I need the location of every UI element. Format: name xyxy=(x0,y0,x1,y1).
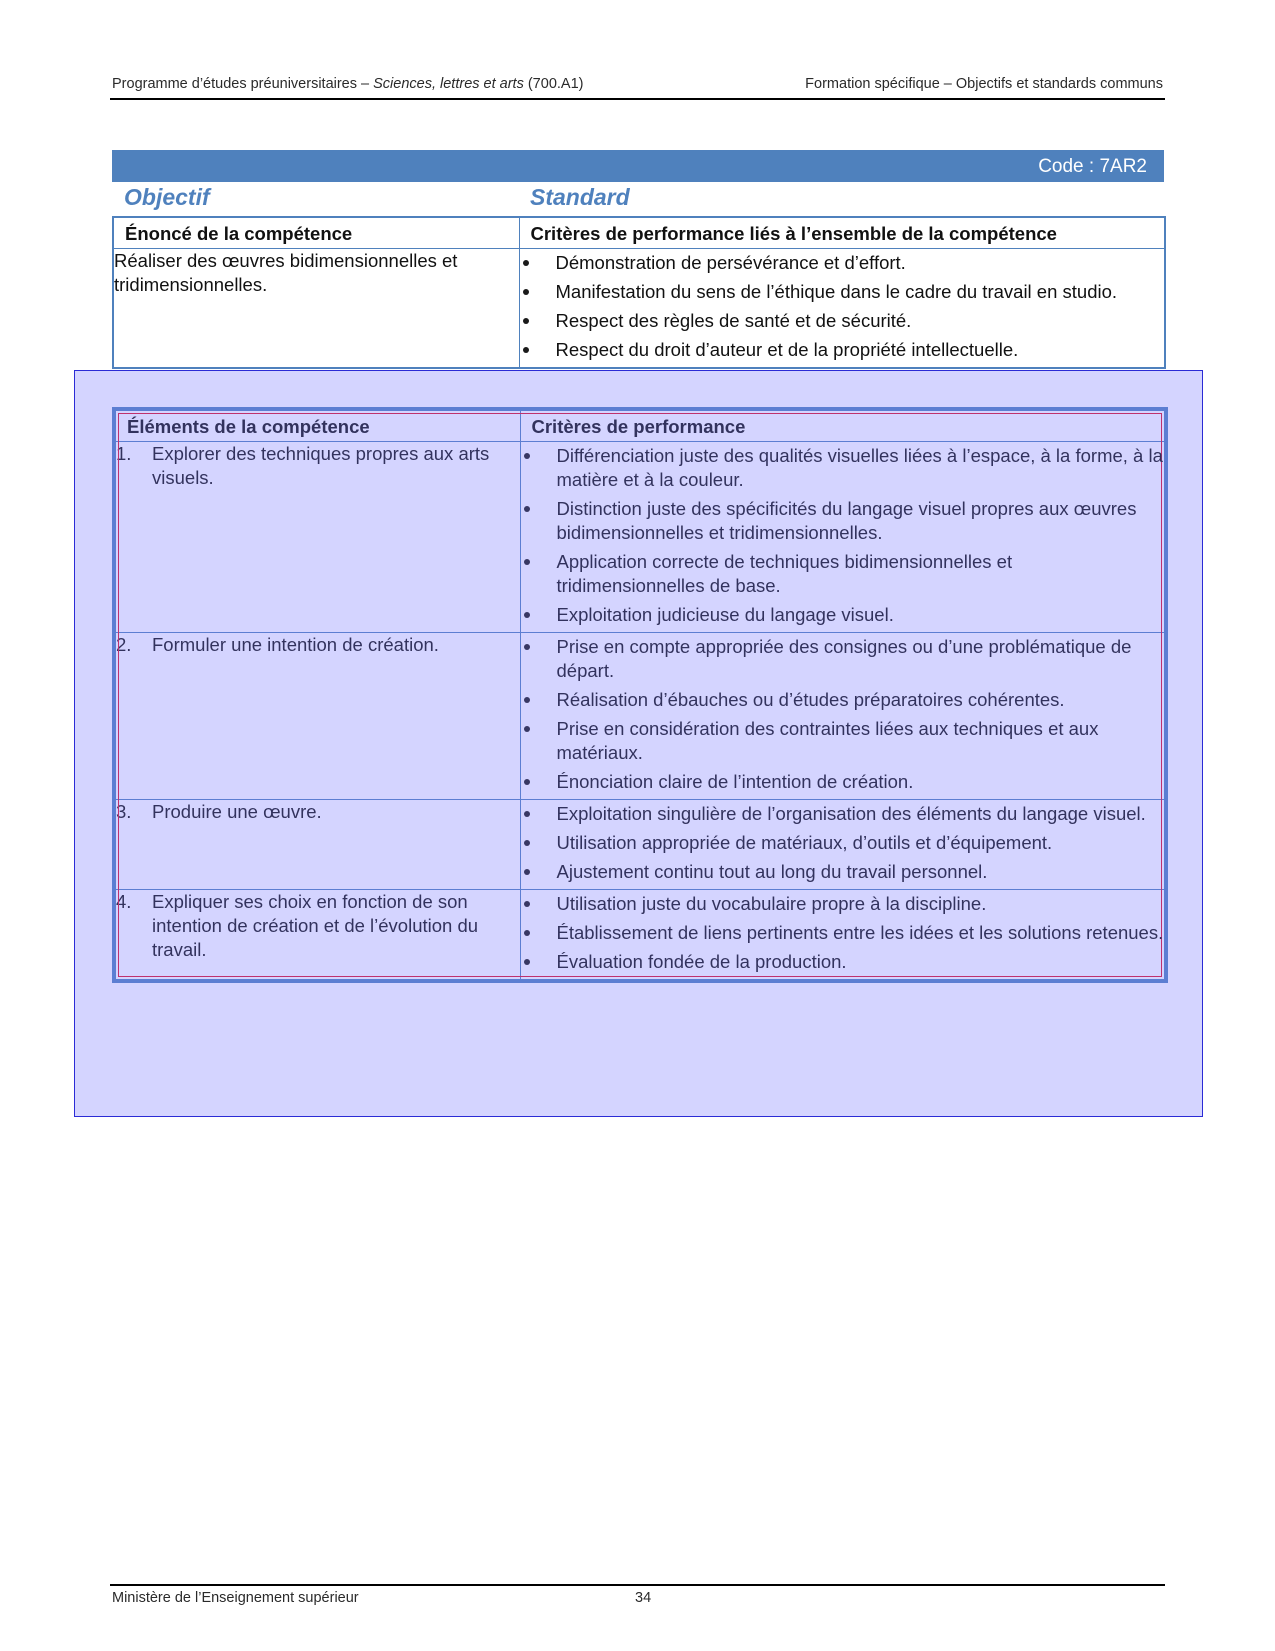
section-title: Formation spécifique – Objectifs et standards communs xyxy=(805,76,1163,92)
element-row xyxy=(114,800,1166,890)
competence-header-left: Énoncé de la compétence xyxy=(113,217,519,249)
element-number: 1. xyxy=(116,443,132,464)
criterion-item: Démonstration de persévérance et d’effort. xyxy=(520,251,1165,275)
element-criteria-cell xyxy=(520,890,1166,982)
criteria-list xyxy=(521,444,1165,627)
criterion-item: Manifestation du sens de l’éthique dans le cadre du travail en studio. xyxy=(520,280,1165,304)
criterion-item: Évaluation fondée de la production. xyxy=(521,950,1165,974)
criterion-item: Distinction juste des spécificités du langage visuel propres aux œuvres bidimensionnelles et tridimensionnelles. xyxy=(521,497,1165,545)
criterion-item: Utilisation appropriée de matériaux, d’outils et d’équipement. xyxy=(521,831,1165,855)
standard-label: Standard xyxy=(530,184,630,210)
elements-table xyxy=(112,407,1168,983)
objectif-label: Objectif xyxy=(124,184,210,210)
criterion-item: Réalisation d’ébauches ou d’études préparatoires cohérentes. xyxy=(521,688,1165,712)
element-row xyxy=(114,633,1166,800)
page-header xyxy=(110,76,1165,100)
element-cell xyxy=(114,633,520,800)
criterion-item: Exploitation singulière de l’organisation des éléments du langage visuel. xyxy=(521,802,1165,826)
program-name: Sciences, lettres et arts xyxy=(373,76,524,92)
page-number: 34 xyxy=(635,1590,652,1606)
criterion-item: Respect des règles de santé et de sécurité. xyxy=(520,309,1165,333)
program-title: Programme d’études préuniversitaires – Sciences, lettres et arts (700.A1) xyxy=(112,76,584,92)
elements-body xyxy=(114,442,1166,982)
competence-statement: Réaliser des œuvres bidimensionnelles et tridimensionnelles. xyxy=(113,249,519,369)
criterion-item: Prise en considération des contraintes liées aux techniques et aux matériaux. xyxy=(521,717,1165,765)
criteria-list xyxy=(521,892,1165,974)
criterion-item: Prise en compte appropriée des consignes ou d’une problématique de départ. xyxy=(521,635,1165,683)
elements-header-left: Éléments de la compétence xyxy=(114,409,520,442)
competence-table xyxy=(112,216,1166,369)
element-criteria-cell xyxy=(520,800,1166,890)
criterion-item: Ajustement continu tout au long du travail personnel. xyxy=(521,860,1165,884)
code-bar xyxy=(112,150,1164,182)
element-item xyxy=(116,890,520,962)
criteria-list xyxy=(521,802,1165,884)
element-text: Expliquer ses choix en fonction de son intention de création et de l’évolution du travail. xyxy=(152,891,479,960)
competence-header-row xyxy=(113,217,1165,249)
element-item xyxy=(116,800,520,824)
page-footer xyxy=(110,1584,1165,1608)
criteria-list xyxy=(520,251,1165,362)
element-number: 2. xyxy=(116,634,132,655)
criterion-item: Respect du droit d’auteur et de la propriété intellectuelle. xyxy=(520,338,1165,362)
criteria-list xyxy=(521,635,1165,794)
criterion-item: Exploitation judicieuse du langage visuel. xyxy=(521,603,1165,627)
element-row xyxy=(114,890,1166,982)
element-item xyxy=(116,633,520,657)
element-row xyxy=(114,442,1166,633)
elements-header-right: Critères de performance xyxy=(520,409,1166,442)
criterion-item: Utilisation juste du vocabulaire propre à la discipline. xyxy=(521,892,1165,916)
element-item xyxy=(116,442,520,490)
element-number: 3. xyxy=(116,801,132,822)
element-text: Explorer des techniques propres aux arts visuels. xyxy=(152,443,490,488)
criterion-item: Différenciation juste des qualités visuelles liées à l’espace, à la forme, à la matière et à la couleur. xyxy=(521,444,1165,492)
elements-header-row xyxy=(114,409,1166,442)
ministry-name: Ministère de l’Enseignement supérieur xyxy=(112,1590,359,1606)
competence-header-right: Critères de performance liés à l’ensemble de la compétence xyxy=(519,217,1165,249)
element-cell xyxy=(114,890,520,982)
column-labels xyxy=(112,184,1164,214)
competence-criteria-cell xyxy=(519,249,1165,369)
element-criteria-cell xyxy=(520,442,1166,633)
element-cell xyxy=(114,800,520,890)
criterion-item: Application correcte de techniques bidimensionnelles et tridimensionnelles de base. xyxy=(521,550,1165,598)
element-criteria-cell xyxy=(520,633,1166,800)
criterion-item: Énonciation claire de l’intention de création. xyxy=(521,770,1165,794)
element-text: Produire une œuvre. xyxy=(152,801,322,822)
element-cell xyxy=(114,442,520,633)
course-code: Code : 7AR2 xyxy=(1038,156,1147,177)
element-text: Formuler une intention de création. xyxy=(152,634,439,655)
competence-row xyxy=(113,249,1165,369)
criterion-item: Établissement de liens pertinents entre les idées et les solutions retenues. xyxy=(521,921,1165,945)
element-number: 4. xyxy=(116,891,132,912)
